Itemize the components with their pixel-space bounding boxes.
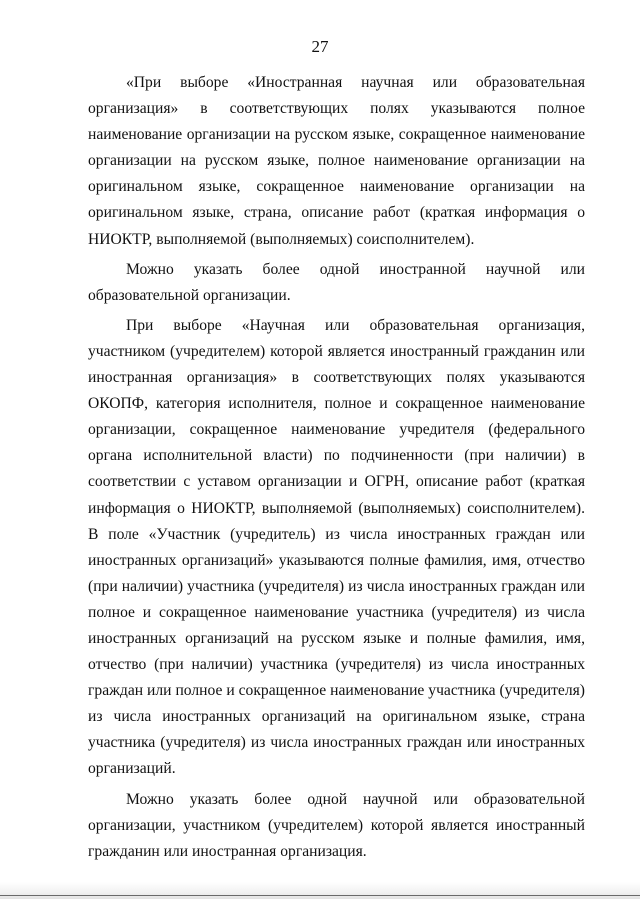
paragraph-organization-with-foreign-founder: При выборе «Научная или образовательная организация, участником (учредителем) которой является иностранный гражданин или иностранная организация» в соответствующих полях указываются ОКОПФ, категория исполнителя, полное и сокращенное наименование организации, сокращенное наименование учредителя (федерального органа исполнительной власти) по подчиненности (при наличии) в соответствии с уставом организации и ОГРН, описание работ (краткая информация о НИОКТР, выполняемой (выполняемых) соисполнителем). В поле «Участник (учредитель) из числа иностранных граждан или иностранных организаций» указываются полные фамилия, имя, отчество (при наличии) участника (учредителя) из числа иностранных граждан или полное и сокращенное наименование участника (учредителя) из числа иностранных организаций на русском языке и полные фамилия, имя, отчество (при наличии) участника (учредителя) из числа иностранных граждан или полное и сокращенное наименование участника (учредителя) из числа иностранных организаций на оригинальном языке, страна участника (учредителя) из числа иностранных граждан или иностранных организаций. (88, 316, 585, 778)
scan-bottom-edge (0, 882, 640, 899)
page-number: 27 (311, 37, 329, 56)
scan-bottom-line (0, 895, 640, 896)
paragraph-multiple-foreign-organizations: Можно указать более одной иностранной научной или образовательной организации. (88, 260, 585, 304)
paragraph-foreign-organization: «При выборе «Иностранная научная или образовательная организация» в соответствующих полях указываются полное наименование организации на русском языке, сокращенное наименование организации на русском языке, полное наименование организации на оригинальном языке, сокращенное наименование организации на оригинальном языке, страна, описание работ (краткая информация о НИОКТР, выполняемой (выполняемых) соисполнителем). (88, 74, 585, 248)
document-body (88, 70, 585, 869)
paragraph-multiple-organizations-with-foreign-founder: Можно указать более одной научной или образовательной организации, участником (учредителем) которой является иностранный гражданин или иностранная организация. (88, 790, 585, 860)
